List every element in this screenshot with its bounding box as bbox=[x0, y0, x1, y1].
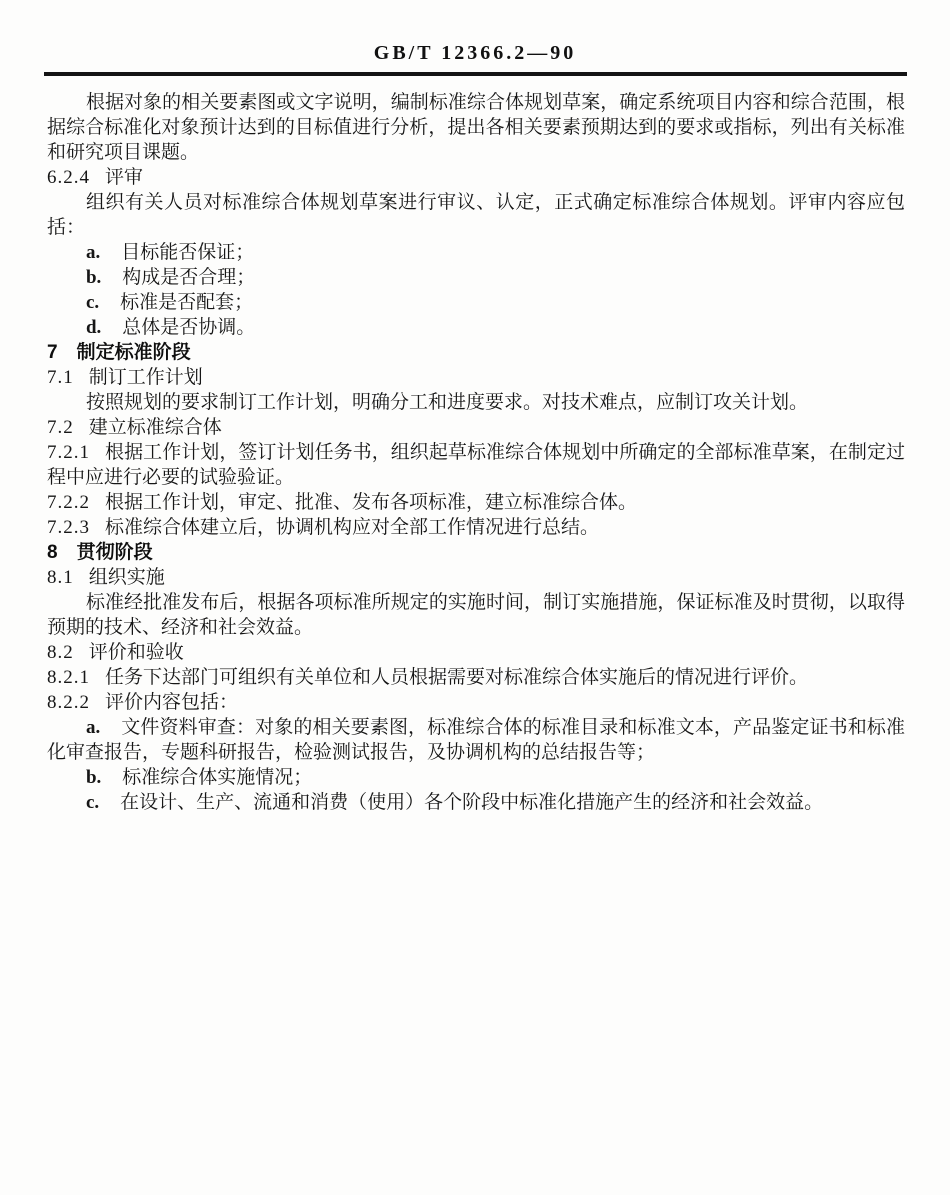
chapter-7-heading bbox=[47, 340, 905, 365]
list-item-text: 构成是否合理； bbox=[122, 267, 256, 288]
clause-title: 组织实施 bbox=[88, 567, 165, 588]
list-item-d bbox=[47, 315, 905, 340]
paragraph-8-2-2 bbox=[47, 690, 905, 715]
clause-title: 评审 bbox=[105, 167, 144, 188]
clause-text: 评价内容包括： bbox=[105, 692, 239, 713]
clause-text: 标准综合体建立后，协调机构应对全部工作情况进行总结。 bbox=[105, 517, 600, 538]
list-item-text: 总体是否协调。 bbox=[122, 317, 256, 338]
list-item-label: a. bbox=[85, 242, 101, 263]
chapter-title: 贯彻阶段 bbox=[76, 542, 153, 563]
clause-number: 8.2.2 bbox=[47, 692, 90, 713]
clause-heading-7-1 bbox=[47, 365, 905, 390]
clause-heading-8-2 bbox=[47, 640, 905, 665]
clause-number: 7.2.1 bbox=[47, 442, 90, 463]
list-item-label: a. bbox=[85, 717, 101, 738]
list-item-label: c. bbox=[85, 292, 100, 313]
document-body bbox=[0, 76, 950, 815]
list-item-label: b. bbox=[85, 767, 102, 788]
paragraph-6-2-4: 组织有关人员对标准综合体规划草案进行审议、认定，正式确定标准综合体规划。评审内容应包括： bbox=[47, 192, 905, 238]
clause-number: 7.2.3 bbox=[47, 517, 90, 538]
list-item-c bbox=[47, 790, 905, 815]
clause-number: 7.2 bbox=[47, 417, 74, 438]
clause-title: 评价和验收 bbox=[88, 642, 184, 663]
clause-heading-8-1 bbox=[47, 565, 905, 590]
paragraph-7-2-1 bbox=[47, 440, 905, 490]
list-item-text: 文件资料审查：对象的相关要素图，标准综合体的标准目录和标准文本，产品鉴定证书和标准化审查报告，专题科研报告，检验测试报告，及协调机构的总结报告等； bbox=[47, 717, 905, 763]
standard-number: GB/T 12366.2—90 bbox=[373, 42, 577, 64]
list-item-text: 在设计、生产、流通和消费（使用）各个阶段中标准化措施产生的经济和社会效益。 bbox=[120, 792, 824, 813]
list-item-label: d. bbox=[85, 317, 102, 338]
clause-text: 任务下达部门可组织有关单位和人员根据需要对标准综合体实施后的情况进行评价。 bbox=[105, 667, 809, 688]
paragraph-8-2-1 bbox=[47, 665, 905, 690]
paragraph-8-1: 标准经批准发布后，根据各项标准所规定的实施时间，制订实施措施，保证标准及时贯彻，以取得预期的技术、经济和社会效益。 bbox=[47, 592, 905, 638]
list-item-a bbox=[47, 715, 905, 765]
list-item-label: b. bbox=[85, 267, 102, 288]
clause-title: 制订工作计划 bbox=[88, 367, 203, 388]
list-item-text: 标准综合体实施情况； bbox=[122, 767, 313, 788]
chapter-8-heading bbox=[47, 540, 905, 565]
chapter-title: 制定标准阶段 bbox=[76, 342, 191, 363]
clause-text: 根据工作计划，签订计划任务书，组织起草标准综合体规划中所确定的全部标准草案，在制定过程中应进行必要的试验验证。 bbox=[47, 442, 905, 488]
list-item-a bbox=[47, 240, 905, 265]
paragraph-7-2-2 bbox=[47, 490, 905, 515]
paragraph-7-2-3 bbox=[47, 515, 905, 540]
clause-text: 根据工作计划，审定、批准、发布各项标准，建立标准综合体。 bbox=[105, 492, 638, 513]
clause-number: 6.2.4 bbox=[47, 167, 90, 188]
list-item-c bbox=[47, 290, 905, 315]
paragraph-intro: 根据对象的相关要素图或文字说明，编制标准综合体规划草案，确定系统项目内容和综合范围，根据综合标准化对象预计达到的目标值进行分析，提出各相关要素预期达到的要求或指标，列出有关标准和研究项目课题。 bbox=[47, 92, 905, 163]
chapter-number: 8 bbox=[47, 542, 58, 563]
list-item-text: 目标能否保证； bbox=[121, 242, 255, 263]
clause-heading-7-2 bbox=[47, 415, 905, 440]
list-item-label: c. bbox=[85, 792, 100, 813]
clause-title: 建立标准综合体 bbox=[88, 417, 222, 438]
clause-number: 8.1 bbox=[47, 567, 74, 588]
list-item-text: 标准是否配套； bbox=[120, 292, 254, 313]
list-item-b bbox=[47, 265, 905, 290]
clause-number: 7.2.2 bbox=[47, 492, 90, 513]
clause-number: 8.2 bbox=[47, 642, 74, 663]
list-item-b bbox=[47, 765, 905, 790]
chapter-number: 7 bbox=[47, 342, 58, 363]
paragraph-7-1: 按照规划的要求制订工作计划，明确分工和进度要求。对技术难点，应制订攻关计划。 bbox=[85, 392, 808, 413]
clause-number: 7.1 bbox=[47, 367, 74, 388]
clause-heading-6-2-4 bbox=[47, 165, 905, 190]
document-header bbox=[0, 0, 950, 65]
clause-number: 8.2.1 bbox=[47, 667, 90, 688]
